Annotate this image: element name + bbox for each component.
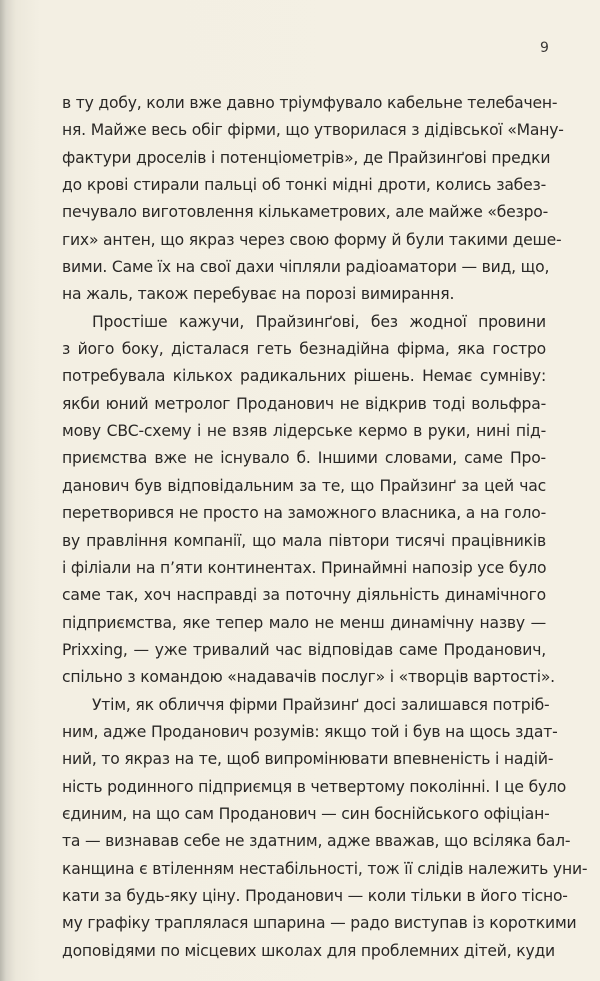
text-line: Утім, як обличчя фірми Прайзинґ досі залишався потріб-	[92, 695, 550, 714]
text-line: потребувала кількох радикальних рішень. Немає сумніву:	[62, 367, 546, 386]
text-line: кати за будь-яку ціну. Проданович — коли тільки в його тісно-	[62, 886, 568, 905]
text-line: ний, то якраз на те, щоб випромінювати впевненість і надій-	[62, 750, 554, 769]
page-number: 9	[540, 40, 549, 56]
text-line: Prixxing, — уже тривалий час відповідав саме Проданович,	[62, 640, 546, 659]
text-line: доповідями по місцевих школах для проблемних дітей, куди	[62, 941, 555, 960]
text-line: спільно з командою «надавачів послуг» і «творців вартості».	[62, 668, 555, 687]
text-line: і філіали на п’яти континентах. Принаймні напозір усе було	[62, 558, 547, 577]
text-line: Простіше кажучи, Прайзинґові, без жодної провини	[92, 312, 546, 331]
text-line: ність родинного підприємця в четвертому поколінні. І це було	[62, 777, 567, 796]
text-line: му графіку траплялася шпарина — радо виступав із короткими	[62, 914, 577, 933]
text-line: фактури дроселів і потенціометрів», де Прайзинґові предки	[62, 148, 551, 167]
text-line: ву правління компанії, що мала півтори тисячі працівників	[62, 531, 546, 550]
text-line: канщина є втіленням нестабільності, тож її слідів належить уни-	[62, 859, 588, 878]
text-line: та — визнавав себе не здатним, адже вважав, що всіляка бал-	[62, 832, 571, 851]
text-line: ним, адже Проданович розумів: якщо той і був на щось здат-	[62, 722, 558, 741]
body-text	[62, 90, 588, 965]
text-line: вими. Саме їх на свої дахи чіпляли радіоаматори — вид, що,	[62, 258, 550, 277]
text-line: на жаль, також перебуває на порозі вимирання.	[62, 285, 455, 304]
text-line: підприємства, яке тепер мало не менш динамічну назву —	[62, 613, 546, 632]
text-line: саме так, хоч насправді за поточну діяльність динамічного	[62, 586, 546, 605]
text-line: єдиним, на що сам Проданович — син боснійського офіціан-	[62, 804, 550, 823]
text-line: якби юний метролог Проданович не відкрив тоді вольфра-	[62, 394, 546, 413]
text-line: перетворився не просто на заможного власника, а на голо-	[62, 504, 546, 523]
text-line: до крові стирали пальці об тонкі мідні дроти, колись забез-	[62, 176, 546, 195]
text-line: в ту добу, коли вже давно тріумфувало кабельне телебачен-	[62, 94, 558, 112]
text-line: печувало виготовлення кількаметрових, але майже «безро-	[62, 203, 549, 222]
text-line: гих» антен, що якраз через свою форму й були такими деше-	[62, 230, 562, 249]
text-line: данович був відповідальним за те, що Прайзинґ за цей час	[62, 476, 546, 495]
text-line: мову СВС-схему і не взяв лідерське кермо в руки, нині під-	[62, 422, 546, 441]
text-line: ня. Майже весь обіг фірми, що утворилася з дідівської «Ману-	[62, 121, 564, 140]
text-line: приємства вже не існувало б. Іншими словами, саме Про-	[62, 449, 546, 468]
text-line: з його боку, дісталася геть безнадійна фірма, яка гостро	[62, 340, 546, 359]
